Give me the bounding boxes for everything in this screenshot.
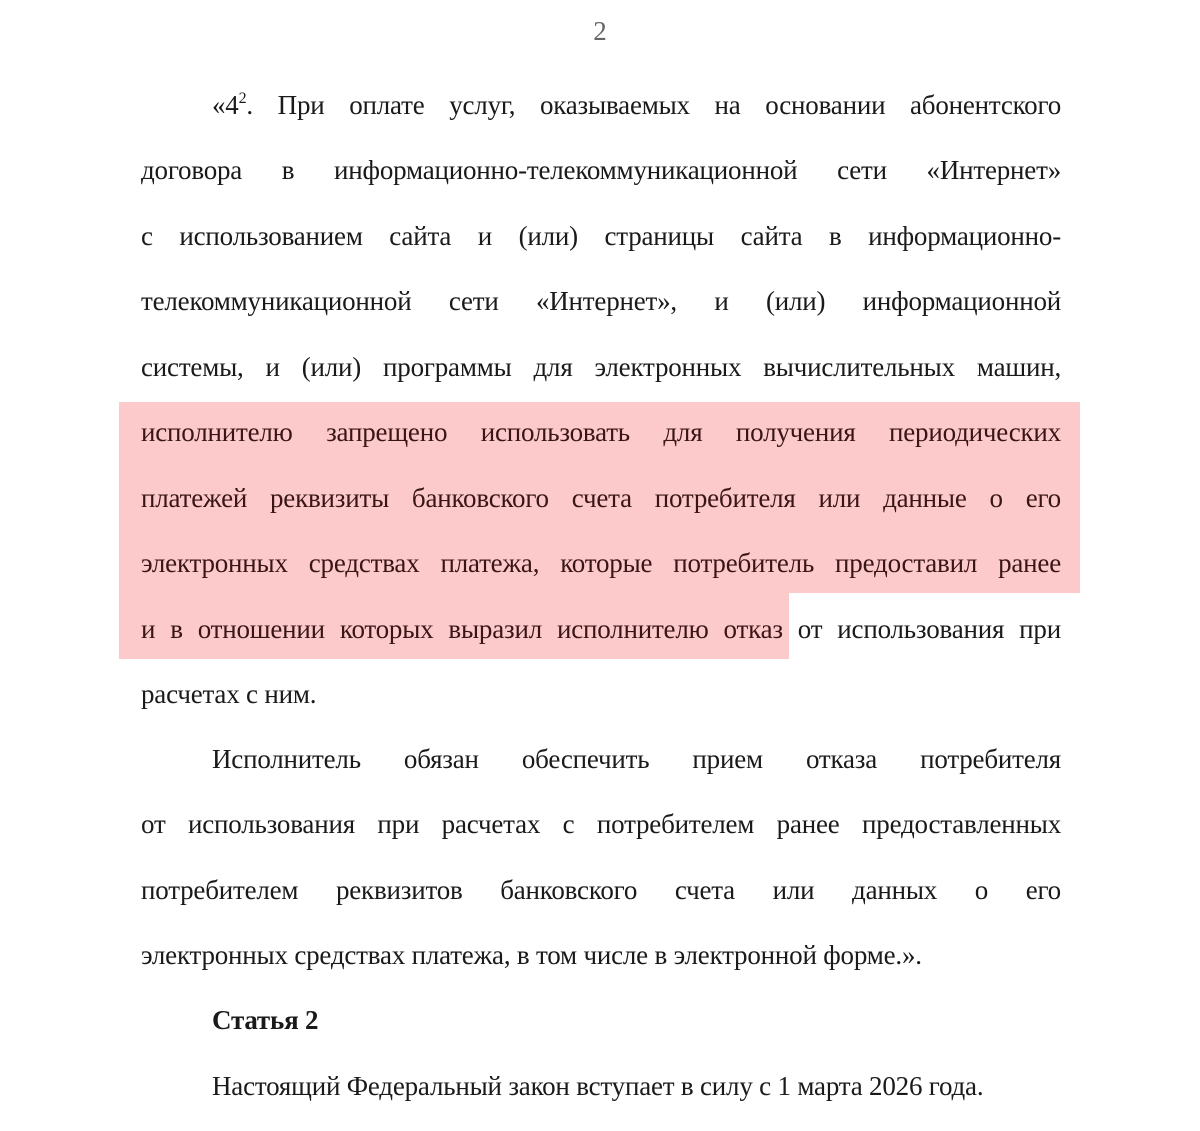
paragraph-line: с использованием сайта и (или) страницы сайта в информационно-	[141, 221, 1061, 251]
page-number: 2	[593, 16, 607, 46]
paragraph-line: электронных средствах платежа, в том числе в электронной форме.».	[141, 940, 922, 970]
highlighted-text: и в отношении которых выразил исполнителю отказ	[141, 614, 783, 644]
paragraph-line: потребителем реквизитов банковского счета или данных о его	[141, 875, 1061, 905]
clause-superscript: 2	[238, 90, 247, 107]
paragraph-line: телекоммуникационной сети «Интернет», и (или) информационной	[141, 286, 1061, 316]
highlighted-line: исполнителю запрещено использовать для получения периодических	[141, 417, 1061, 447]
paragraph-line: договора в информационно-телекоммуникационной сети «Интернет»	[141, 155, 1061, 185]
article-heading: Статья 2	[212, 1005, 319, 1035]
paragraph-line: расчетах с ним.	[141, 679, 317, 709]
paragraph-line: от использования при расчетах с потребителем ранее предоставленных	[141, 809, 1061, 839]
paragraph-line: и в отношении которых выразил исполнителю отказ от использования при	[141, 614, 1061, 644]
paragraph-line: Исполнитель обязан обеспечить прием отказа потребителя	[212, 744, 1061, 774]
paragraph-line: системы, и (или) программы для электронных вычислительных машин,	[141, 352, 1061, 382]
highlighted-line: платежей реквизиты банковского счета потребителя или данные о его	[141, 483, 1061, 513]
article-text: Настоящий Федеральный закон вступает в силу с 1 марта 2026 года.	[212, 1071, 984, 1101]
clause-prefix: «4	[212, 90, 239, 120]
paragraph-line: «$4^2$. При оплате услуг, оказываемых на основании абонентского	[212, 90, 1061, 120]
highlighted-line: электронных средствах платежа, которые потребитель предоставил ранее	[141, 548, 1061, 578]
